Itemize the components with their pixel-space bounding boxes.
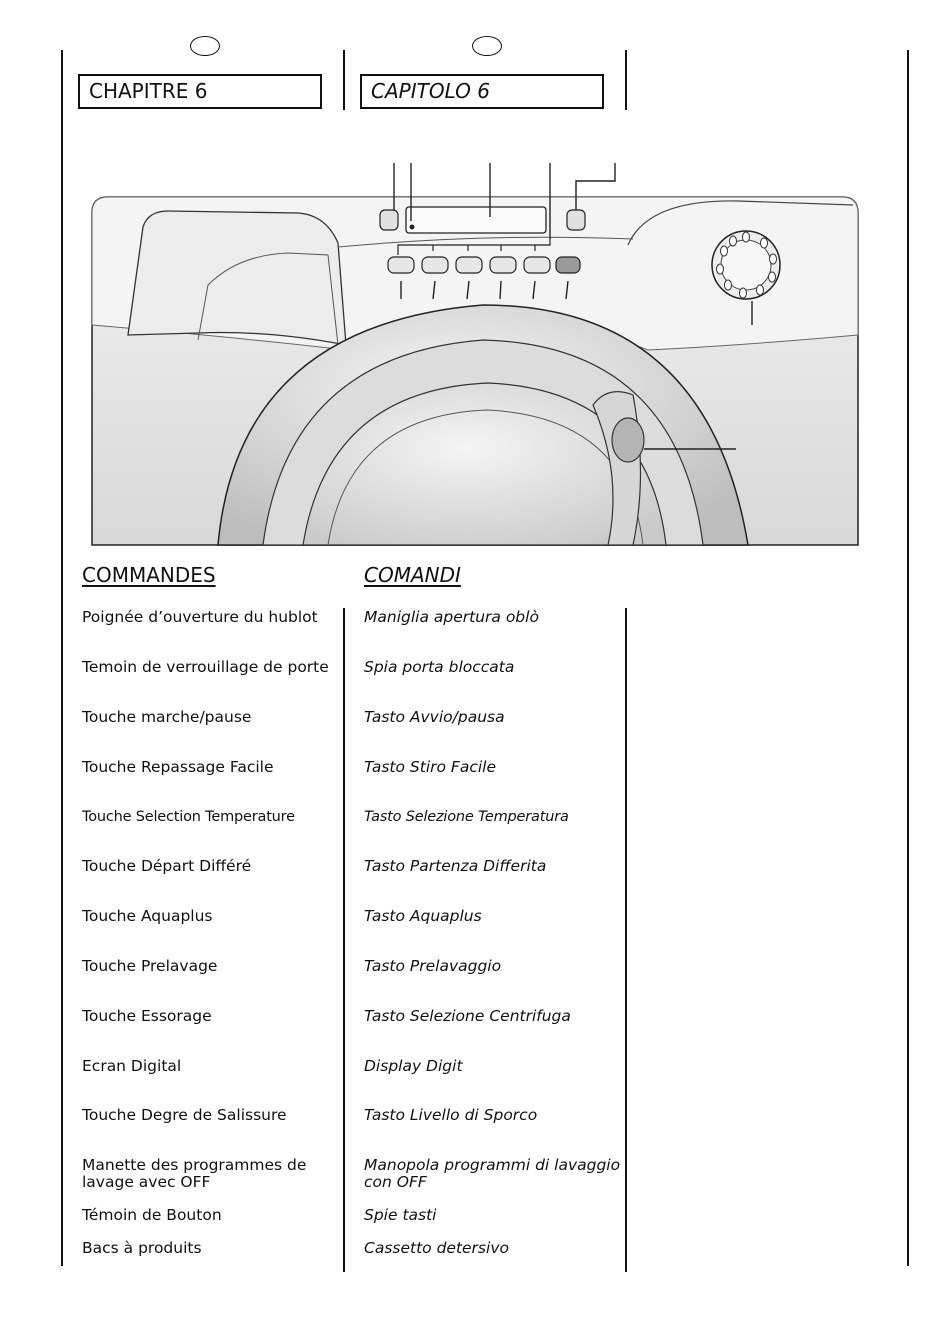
- detergent-drawer: [128, 211, 346, 345]
- control-label-it: Tasto Selezione Temperatura: [364, 809, 569, 825]
- language-flag-it: [472, 36, 502, 56]
- control-label-it: Spia porta bloccata: [364, 658, 515, 676]
- control-label-fr: Touche Prelavage: [82, 957, 218, 975]
- control-label-it: Tasto Livello di Sporco: [364, 1106, 538, 1124]
- section-heading-it: COMANDI: [364, 563, 461, 587]
- washing-machine-illustration: [88, 155, 860, 547]
- control-label-it: Manopola programmi di lavaggio con OFF: [364, 1156, 621, 1191]
- start-pause-button: [556, 257, 580, 273]
- column-rule-top-1: [343, 50, 345, 110]
- digital-display: [406, 207, 546, 233]
- section-heading-fr: COMMANDES: [82, 563, 216, 587]
- control-label-fr: Temoin de verrouillage de porte: [82, 658, 329, 676]
- control-label-fr: Touche marche/pause: [82, 708, 252, 726]
- control-label-fr: Touche Repassage Facile: [82, 758, 274, 776]
- control-label-fr: Ecran Digital: [82, 1057, 182, 1075]
- function-button-4: [490, 257, 516, 273]
- column-rule-1: [343, 608, 345, 1272]
- control-label-it: Tasto Stiro Facile: [364, 758, 496, 776]
- function-button-3: [456, 257, 482, 273]
- right-margin-rule: [907, 50, 909, 1266]
- control-label-it: Tasto Partenza Differita: [364, 857, 547, 875]
- control-label-fr: Bacs à produits: [82, 1239, 202, 1257]
- control-label-fr: Manette des programmes de lavage avec OFF: [82, 1156, 307, 1191]
- soil-level-button: [567, 210, 585, 230]
- chapter-title-fr: CHAPITRE 6: [78, 74, 322, 109]
- control-label-it: Tasto Selezione Centrifuga: [364, 1007, 571, 1025]
- function-button-1: [388, 257, 414, 273]
- control-label-it: Display Digit: [364, 1057, 463, 1075]
- control-label-fr: Touche Essorage: [82, 1007, 212, 1025]
- control-label-fr: Poignée d’ouverture du hublot: [82, 608, 318, 626]
- control-label-fr: Touche Départ Différé: [82, 857, 252, 875]
- control-label-fr: Touche Aquaplus: [82, 907, 213, 925]
- lock-led-button: [380, 210, 398, 230]
- control-label-it: Maniglia apertura oblò: [364, 608, 539, 626]
- control-label-it: Tasto Prelavaggio: [364, 957, 502, 975]
- control-label-it: Spie tasti: [364, 1206, 437, 1224]
- control-label-fr: Touche Selection Temperature: [82, 809, 295, 825]
- function-button-5: [524, 257, 550, 273]
- control-label-fr: Touche Degre de Salissure: [82, 1106, 287, 1124]
- language-flag-fr: [190, 36, 220, 56]
- control-label-it: Cassetto detersivo: [364, 1239, 509, 1257]
- control-label-it: Tasto Avvio/pausa: [364, 708, 505, 726]
- function-button-2: [422, 257, 448, 273]
- control-label-it: Tasto Aquaplus: [364, 907, 482, 925]
- chapter-title-it: CAPITOLO 6: [360, 74, 604, 109]
- left-margin-rule: [61, 50, 63, 1266]
- column-rule-top-2: [625, 50, 627, 110]
- control-label-fr: Témoin de Bouton: [82, 1206, 222, 1224]
- column-rule-2: [625, 608, 627, 1272]
